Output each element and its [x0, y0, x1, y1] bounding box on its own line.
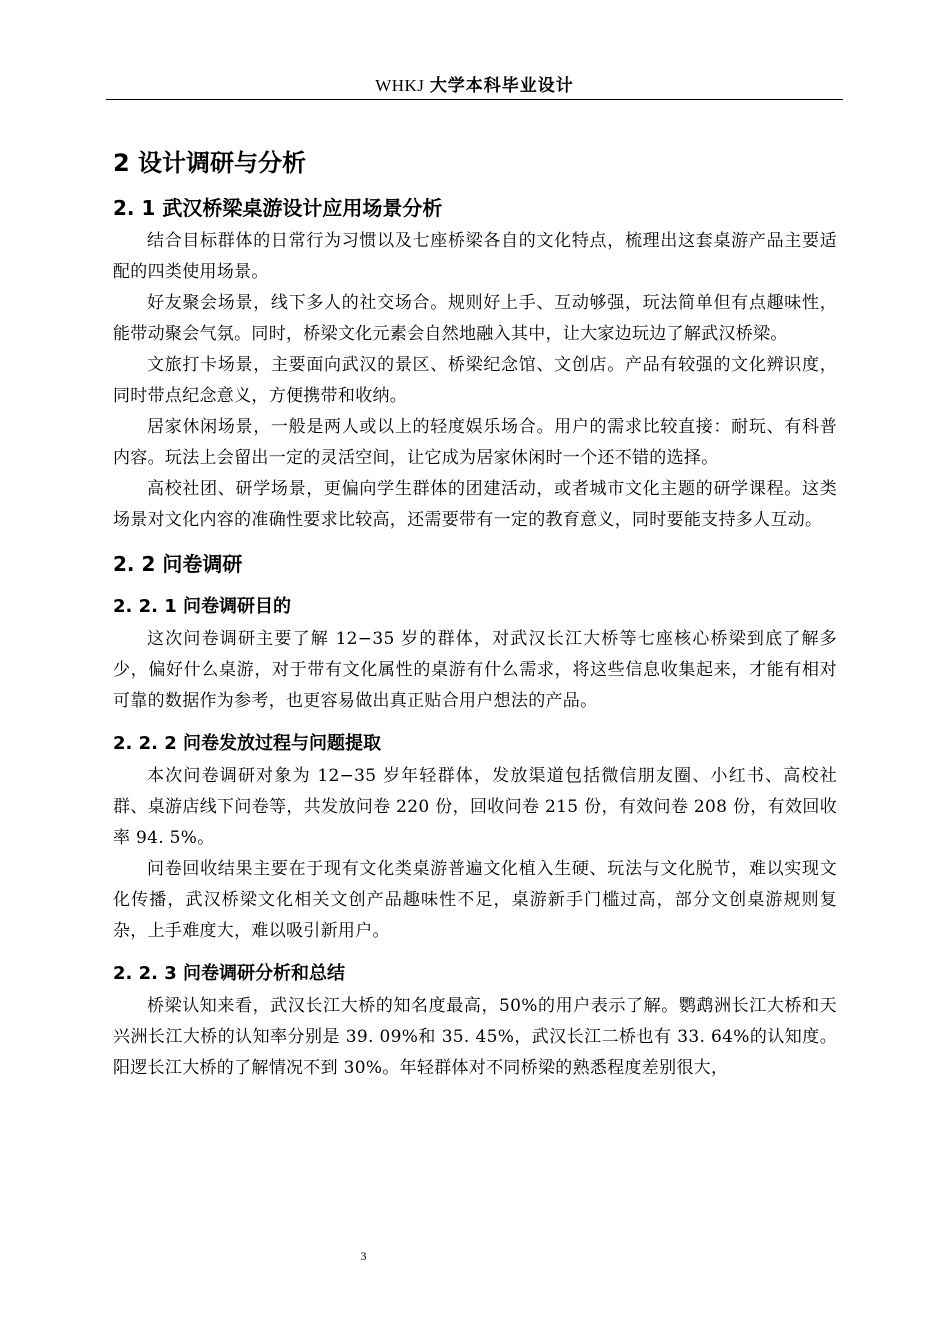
- paragraph: 桥梁认知来看，武汉长江大桥的知名度最高，50%的用户表示了解。鹦鹉洲长江大桥和天兴洲长江大桥的认知率分别是 39. 09%和 35. 45%，武汉长江二桥也有 33. 64%的认知度。阳逻长江大桥的了解情况不到 30%。年轻群体对不同桥梁的熟悉程度差别很大，: [113, 996, 837, 1078]
- page-body: [113, 140, 837, 1084]
- paragraph: 问卷回收结果主要在于现有文化类桌游普遍文化植入生硬、玩法与文化脱节，难以实现文化传播，武汉桥梁文化相关文创产品趣味性不足，桌游新手门槛过高，部分文创桌游规则复杂，上手难度大，难以吸引新用户。: [113, 859, 837, 941]
- paragraph: 文旅打卡场景，主要面向武汉的景区、桥梁纪念馆、文创店。产品有较强的文化辨识度，同时带点纪念意义，方便携带和收纳。: [113, 355, 837, 406]
- subsection-heading-2-2-3: 2. 2. 3 问卷调研分析和总结: [113, 963, 346, 984]
- page-number: 3: [360, 1249, 367, 1263]
- chapter-heading: 2 设计调研与分析: [113, 149, 307, 177]
- section-heading-2-1: 2. 1 武汉桥梁桌游设计应用场景分析: [113, 196, 443, 220]
- subsection-heading-2-2-1: 2. 2. 1 问卷调研目的: [113, 596, 292, 617]
- paragraph: 好友聚会场景，线下多人的社交场合。规则好上手、互动够强，玩法简单但有点趣味性，能带动聚会气氛。同时，桥梁文化元素会自然地融入其中，让大家边玩边了解武汉桥梁。: [113, 293, 837, 344]
- header-latin-text: WHKJ: [375, 76, 425, 95]
- header-divider: [106, 99, 843, 100]
- paragraph: 本次问卷调研对象为 12−35 岁年轻群体，发放渠道包括微信朋友圈、小红书、高校社群、桌游店线下问卷等，共发放问卷 220 份，回收问卷 215 份，有效问卷 208 份，有效回收率 94. 5%。: [113, 766, 837, 848]
- subsection-heading-2-2-2: 2. 2. 2 问卷发放过程与问题提取: [113, 733, 382, 754]
- page-header: [106, 73, 843, 99]
- paragraph: 这次问卷调研主要了解 12−35 岁的群体，对武汉长江大桥等七座核心桥梁到底了解多少，偏好什么桌游，对于带有文化属性的桌游有什么需求，将这些信息收集起来，才能有相对可靠的数据作为参考，也更容易做出真正贴合用户想法的产品。: [113, 629, 837, 711]
- paragraph: 高校社团、研学场景，更偏向学生群体的团建活动，或者城市文化主题的研学课程。这类场景对文化内容的准确性要求比较高，还需要带有一定的教育意义，同时要能支持多人互动。: [113, 479, 837, 530]
- paragraph: 居家休闲场景，一般是两人或以上的轻度娱乐场合。用户的需求比较直接：耐玩、有科普内容。玩法上会留出一定的灵活空间，让它成为居家休闲时一个还不错的选择。: [113, 417, 837, 468]
- paragraph: 结合目标群体的日常行为习惯以及七座桥梁各自的文化特点，梳理出这套桌游产品主要适配的四类使用场景。: [113, 231, 837, 282]
- header-title: 大学本科毕业设计: [429, 76, 574, 96]
- section-heading-2-2: 2. 2 问卷调研: [113, 552, 243, 576]
